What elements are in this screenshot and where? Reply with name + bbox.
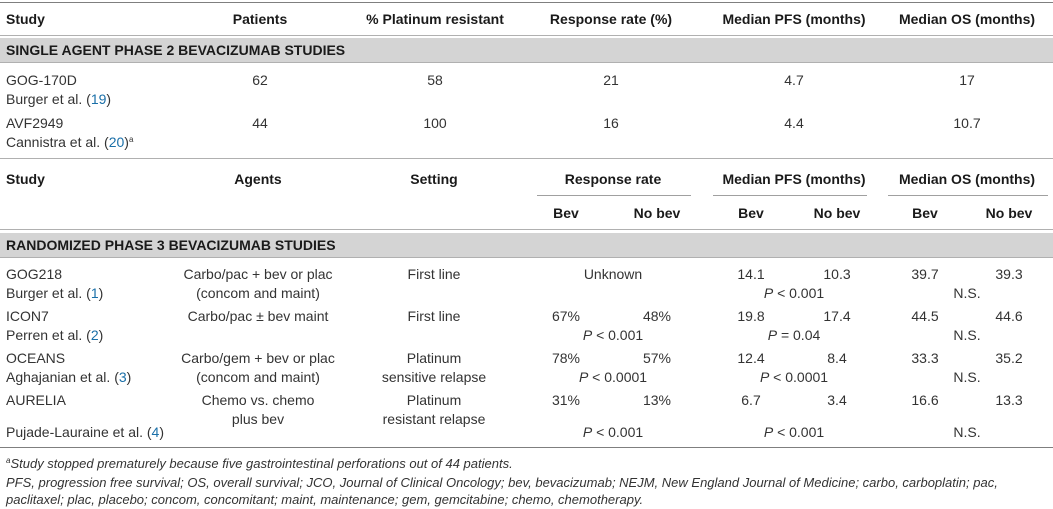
t2-section-title: RANDOMIZED PHASE 3 BEVACIZUMAB STUDIES: [6, 237, 336, 253]
t2-header-agents: Agents: [234, 171, 282, 187]
t2-row3-pfs-bev: 12.4: [737, 350, 765, 366]
t2-pfs-nobev-header: No bev: [813, 205, 861, 221]
t1-row1-study: GOG-170D: [6, 72, 77, 88]
t2-row1-agents-line2: (concom and maint): [196, 285, 320, 301]
t2-row3-study: OCEANS: [6, 350, 66, 366]
t2-row4-agents-line1: Chemo vs. chemo: [201, 392, 315, 408]
t2-os-bev-header: Bev: [912, 205, 938, 221]
t1-row1-reference: Burger et al. (19): [6, 91, 112, 107]
t2-row1-pfs-nobev: 10.3: [823, 266, 851, 282]
t2-row2-ref-link[interactable]: 2: [90, 327, 99, 343]
t2-row4-os-nobev: 13.3: [995, 392, 1023, 408]
t2-row4-ref-link[interactable]: 4: [151, 424, 160, 440]
t2-row2-os-bev: 44.5: [911, 308, 939, 324]
t1-row1-response-rate: 21: [603, 72, 619, 88]
t1-bottom-rule: [0, 158, 1053, 159]
t2-row1-agents-line1: Carbo/pac + bev or plac: [183, 266, 333, 282]
t1-header-rule: [0, 35, 1053, 36]
t2-row2-agents-line1: Carbo/pac ± bev maint: [187, 308, 329, 324]
t2-row2-os-pvalue: N.S.: [953, 327, 981, 343]
t1-row2-response-rate: 16: [603, 115, 619, 131]
t2-row3-reference: Aghajanian et al. (3): [6, 369, 132, 385]
t2-row1-setting: First line: [407, 266, 461, 282]
t2-row2-study: ICON7: [6, 308, 49, 324]
t2-row1-pfs-bev: 14.1: [737, 266, 765, 282]
t2-os-subheader-rule: [888, 195, 1048, 196]
t2-row3-rr-pvalue: P < 0.0001: [578, 369, 648, 385]
t2-row3-agents-line2: (concom and maint): [196, 369, 320, 385]
t2-row3-setting-line1: Platinum: [406, 350, 462, 366]
t2-pfs-subheader-rule: [713, 195, 867, 196]
t1-row2-median-pfs: 4.4: [784, 115, 804, 131]
t2-row4-setting-line1: Platinum: [406, 392, 462, 408]
t1-row2-reference: Cannistra et al. $(20)^a$: [6, 134, 134, 150]
t2-row4-study: AURELIA: [6, 392, 66, 408]
t1-row1-ref-link[interactable]: 19: [90, 91, 107, 107]
t2-row2-pfs-pvalue: P = 0.04: [767, 327, 821, 343]
t1-section-title: SINGLE AGENT PHASE 2 BEVACIZUMAB STUDIES: [6, 42, 346, 58]
t2-row4-setting-line2: resistant relapse: [382, 411, 486, 427]
t2-header-response-rate: Response rate: [564, 171, 662, 187]
t2-row4-rr-bev: 31%: [551, 392, 581, 408]
t2-header-median-os: Median OS (months): [898, 171, 1036, 187]
t2-rr-subheader-rule: [537, 195, 691, 196]
t1-row1-median-pfs: 4.7: [784, 72, 804, 88]
t1-row1-patients: 62: [252, 72, 268, 88]
t2-row4-rr-nobev: 13%: [642, 392, 672, 408]
footnote-abbrev-line1: PFS, progression free survival; OS, overall survival; JCO, Journal of Clinical Oncology; bev, bevacizumab; NEJM, New England Journal of Medicine; carbo, carboplatin; pac,: [6, 475, 998, 490]
t2-row3-pfs-nobev: 8.4: [827, 350, 847, 366]
t1-row2-platinum-resistant: 100: [423, 115, 447, 131]
t2-row1-os-pvalue: N.S.: [953, 285, 981, 301]
t2-row1-pfs-pvalue: P < 0.001: [763, 285, 825, 301]
t2-header-study: Study: [6, 171, 45, 187]
t1-row2-patients: 44: [252, 115, 268, 131]
footnote-abbrev-line2: paclitaxel; plac, placebo; concom, concomitant; maint, maintenance; gem, gemcitabine; chemo, chemotherapy.: [6, 492, 644, 507]
t1-header-median-os: Median OS (months): [898, 11, 1036, 27]
t2-rr-bev-header: Bev: [553, 205, 579, 221]
t2-pfs-bev-header: Bev: [738, 205, 764, 221]
t1-header-patients: Patients: [232, 11, 288, 27]
t2-row4-os-bev: 16.6: [911, 392, 939, 408]
footnote-a: $^a$Study stopped prematurely because five gastrointestinal perforations out of 44 patients.: [6, 456, 513, 471]
t2-row2-rr-bev: 67%: [551, 308, 581, 324]
footnote-a-marker: a: [128, 135, 134, 144]
t1-row2-study: AVF2949: [6, 115, 64, 131]
t2-row3-rr-nobev: 57%: [642, 350, 672, 366]
t2-row3-setting-line2: sensitive relapse: [381, 369, 487, 385]
t1-header-median-pfs: Median PFS (months): [722, 11, 866, 27]
t2-header-median-pfs: Median PFS (months): [722, 171, 866, 187]
t2-row2-pfs-nobev: 17.4: [823, 308, 851, 324]
t1-row1-median-os: 17: [959, 72, 975, 88]
t1-section-rule: [0, 62, 1053, 63]
t2-row4-reference: Pujade-Lauraine et al. (4): [6, 424, 165, 440]
t2-section-rule: [0, 257, 1053, 258]
t1-header-study: Study: [6, 11, 45, 27]
t2-row3-os-nobev: 35.2: [995, 350, 1023, 366]
t2-os-nobev-header: No bev: [985, 205, 1033, 221]
t2-row4-os-pvalue: N.S.: [953, 424, 981, 440]
t2-row1-os-nobev: 39.3: [995, 266, 1023, 282]
t2-row4-rr-pvalue: P < 0.001: [582, 424, 644, 440]
t2-row3-rr-bev: 78%: [551, 350, 581, 366]
t2-row2-setting: First line: [407, 308, 461, 324]
t2-row2-reference: Perren et al. (2): [6, 327, 104, 343]
t2-row1-reference: Burger et al. (1): [6, 285, 104, 301]
t2-row1-os-bev: 39.7: [911, 266, 939, 282]
t2-rr-nobev-header: No bev: [633, 205, 681, 221]
footnote-a-label: a: [6, 456, 11, 465]
t2-row1-ref-link[interactable]: 1: [90, 285, 99, 301]
t2-row2-os-nobev: 44.6: [995, 308, 1023, 324]
t2-row3-os-bev: 33.3: [911, 350, 939, 366]
t2-row2-rr-nobev: 48%: [642, 308, 672, 324]
t1-header-platinum-resistant: % Platinum resistant: [366, 11, 504, 27]
table-top-rule: [0, 2, 1053, 3]
t2-row1-study: GOG218: [6, 266, 63, 282]
t2-row2-pfs-bev: 19.8: [737, 308, 765, 324]
t2-header-setting: Setting: [410, 171, 458, 187]
t2-row3-agents-line1: Carbo/gem + bev or plac: [181, 350, 335, 366]
t2-row1-response-rate: Unknown: [583, 266, 643, 282]
t1-row1-platinum-resistant: 58: [427, 72, 443, 88]
t2-row4-agents-line2: plus bev: [231, 411, 285, 427]
t2-header-rule: [0, 229, 1053, 230]
t2-row3-pfs-pvalue: P < 0.0001: [759, 369, 829, 385]
t2-row2-rr-pvalue: P < 0.001: [582, 327, 644, 343]
t2-row4-pfs-nobev: 3.4: [827, 392, 847, 408]
table-bottom-rule: [0, 447, 1053, 448]
t2-row3-os-pvalue: N.S.: [953, 369, 981, 385]
t2-row4-pfs-pvalue: P < 0.001: [763, 424, 825, 440]
t2-row3-ref-link[interactable]: 3: [118, 369, 127, 385]
t1-row2-median-os: 10.7: [953, 115, 981, 131]
t1-row2-ref-link[interactable]: 20: [108, 134, 125, 150]
t2-row4-pfs-bev: 6.7: [741, 392, 761, 408]
t1-header-response-rate: Response rate (%): [549, 11, 673, 27]
